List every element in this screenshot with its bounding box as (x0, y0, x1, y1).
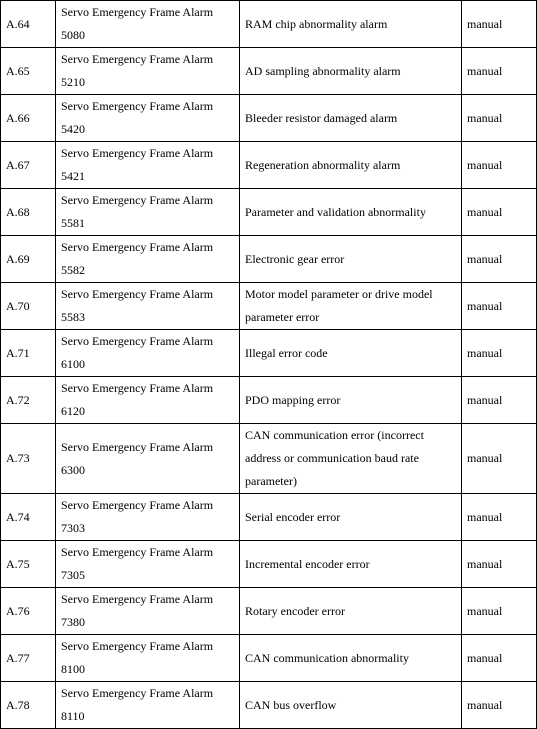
frame-code: 5420 (61, 122, 85, 136)
frame-cell (56, 283, 240, 330)
reset-mode-cell: manual (462, 635, 537, 682)
description-cell: Electronic gear error (240, 236, 462, 283)
reset-mode-cell: manual (462, 1, 537, 48)
description-cell: PDO mapping error (240, 377, 462, 424)
frame-label: Servo Emergency Frame Alarm (61, 381, 214, 395)
alarm-code-cell: A.78 (1, 682, 56, 729)
frame-cell (56, 189, 240, 236)
reset-mode-cell: manual (462, 424, 537, 494)
frame-cell (56, 377, 240, 424)
frame-label: Servo Emergency Frame Alarm (61, 498, 214, 512)
frame-code: 5583 (61, 310, 85, 324)
frame-label: Servo Emergency Frame Alarm (61, 193, 214, 207)
frame-label: Servo Emergency Frame Alarm (61, 439, 214, 454)
table-row (1, 494, 537, 541)
frame-label: Servo Emergency Frame Alarm (61, 334, 214, 348)
frame-code: 6120 (61, 404, 85, 418)
frame-cell (56, 588, 240, 635)
alarm-code-cell: A.65 (1, 48, 56, 95)
frame-label: Servo Emergency Frame Alarm (61, 686, 214, 700)
frame-cell (56, 1, 240, 48)
reset-mode-cell: manual (462, 682, 537, 729)
table-row (1, 330, 537, 377)
alarm-table-body (1, 1, 537, 729)
description-cell: AD sampling abnormality alarm (240, 48, 462, 95)
frame-code: 6300 (61, 462, 85, 477)
frame-label: Servo Emergency Frame Alarm (61, 592, 214, 606)
alarm-code-cell: A.71 (1, 330, 56, 377)
table-row (1, 48, 537, 95)
frame-code: 7380 (61, 615, 85, 629)
frame-label: Servo Emergency Frame Alarm (61, 639, 214, 653)
description-cell: RAM chip abnormality alarm (240, 1, 462, 48)
frame-cell (56, 142, 240, 189)
reset-mode-cell: manual (462, 95, 537, 142)
table-row (1, 142, 537, 189)
frame-cell (56, 330, 240, 377)
alarm-code-cell: A.66 (1, 95, 56, 142)
frame-cell (56, 635, 240, 682)
alarm-code-cell: A.68 (1, 189, 56, 236)
frame-cell (56, 48, 240, 95)
frame-label: Servo Emergency Frame Alarm (61, 52, 214, 66)
table-row (1, 377, 537, 424)
description-cell: Parameter and validation abnormality (240, 189, 462, 236)
description-cell: Serial encoder error (240, 494, 462, 541)
frame-label: Servo Emergency Frame Alarm (61, 287, 214, 301)
reset-mode-cell: manual (462, 283, 537, 330)
alarm-code-cell: A.72 (1, 377, 56, 424)
description-cell: CAN communication error (incorrect address or communication baud rate parameter) (240, 424, 462, 494)
reset-mode-cell: manual (462, 330, 537, 377)
alarm-code-cell: A.67 (1, 142, 56, 189)
frame-cell (56, 236, 240, 283)
description-cell: Illegal error code (240, 330, 462, 377)
table-row (1, 424, 537, 494)
description-cell: Incremental encoder error (240, 541, 462, 588)
frame-code: 5582 (61, 263, 85, 277)
table-row (1, 541, 537, 588)
alarm-code-cell: A.64 (1, 1, 56, 48)
reset-mode-cell: manual (462, 189, 537, 236)
reset-mode-cell: manual (462, 494, 537, 541)
reset-mode-cell: manual (462, 142, 537, 189)
description-cell: CAN bus overflow (240, 682, 462, 729)
alarm-code-cell: A.69 (1, 236, 56, 283)
alarm-code-cell: A.74 (1, 494, 56, 541)
reset-mode-cell: manual (462, 588, 537, 635)
description-cell: CAN communication abnormality (240, 635, 462, 682)
table-row (1, 1, 537, 48)
frame-cell (56, 95, 240, 142)
table-row (1, 189, 537, 236)
table-row (1, 95, 537, 142)
description-cell: Rotary encoder error (240, 588, 462, 635)
frame-label: Servo Emergency Frame Alarm (61, 146, 214, 160)
alarm-code-cell: A.75 (1, 541, 56, 588)
alarm-code-cell: A.77 (1, 635, 56, 682)
frame-code: 5080 (61, 28, 85, 42)
frame-code: 7305 (61, 568, 85, 582)
frame-cell (56, 494, 240, 541)
frame-code: 5421 (61, 169, 85, 183)
frame-cell (56, 424, 240, 494)
frame-code: 8100 (61, 662, 85, 676)
reset-mode-cell: manual (462, 377, 537, 424)
table-row (1, 283, 537, 330)
reset-mode-cell: manual (462, 541, 537, 588)
frame-label: Servo Emergency Frame Alarm (61, 240, 214, 254)
table-row (1, 682, 537, 729)
frame-label: Servo Emergency Frame Alarm (61, 99, 214, 113)
frame-code: 8110 (61, 709, 85, 723)
description-cell: Motor model parameter or drive model parameter error (240, 283, 462, 330)
table-row (1, 635, 537, 682)
reset-mode-cell: manual (462, 236, 537, 283)
description-cell: Regeneration abnormality alarm (240, 142, 462, 189)
table-row (1, 588, 537, 635)
frame-label: Servo Emergency Frame Alarm (61, 5, 214, 19)
frame-cell (56, 682, 240, 729)
table-row (1, 236, 537, 283)
frame-code: 5210 (61, 75, 85, 89)
alarm-code-cell: A.70 (1, 283, 56, 330)
description-cell: Bleeder resistor damaged alarm (240, 95, 462, 142)
frame-cell (56, 541, 240, 588)
alarm-code-cell: A.73 (1, 424, 56, 494)
frame-code: 6100 (61, 357, 85, 371)
frame-label: Servo Emergency Frame Alarm (61, 545, 214, 559)
frame-code: 7303 (61, 521, 85, 535)
alarm-code-cell: A.76 (1, 588, 56, 635)
reset-mode-cell: manual (462, 48, 537, 95)
frame-code: 5581 (61, 216, 85, 230)
